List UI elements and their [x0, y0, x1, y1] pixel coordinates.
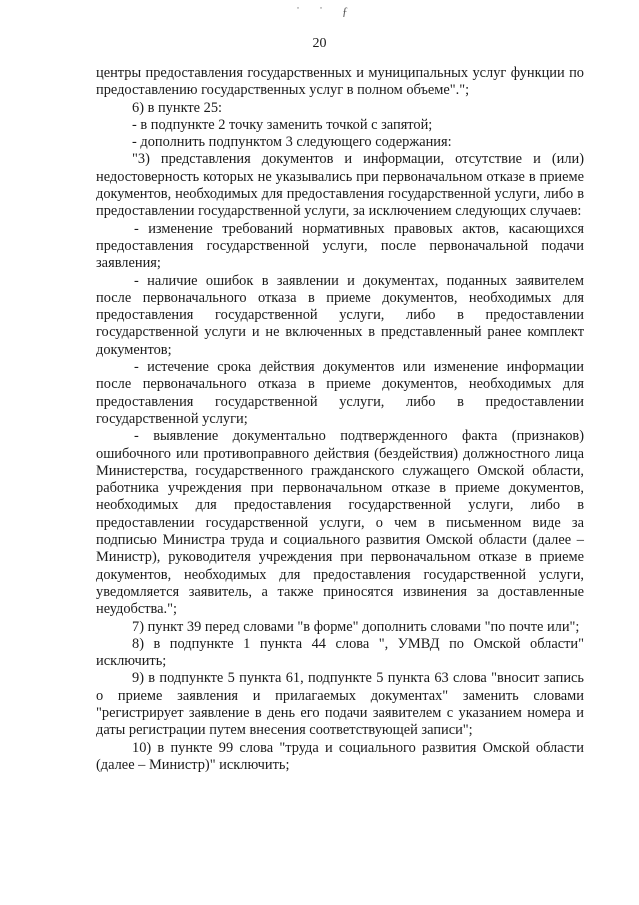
paragraph-subitem-3-intro: - дополнить подпунктом 3 следующего содержания: — [132, 134, 452, 151]
paragraph-item-7: 7) пункт 39 перед словами "в форме" дополнить словами "по почте или"; — [132, 618, 580, 635]
paragraph-case-2: - наличие ошибок в заявлении и документах, поданных заявителем после первоначального отказа в приеме документов, необходимых для предоставления государственной услуги, либо в предоставлении государственной услуги и не включенных в представленный ранее комплект документов; — [96, 272, 584, 358]
paragraph-item-8: 8) в подпункте 1 пункта 44 слова ", УМВД по Омской области" исключить; — [96, 635, 584, 670]
paragraph-item-10: 10) в пункте 99 слова "труда и социального развития Омской области (далее – Министр)" исключить; — [96, 739, 584, 773]
paragraph-case-3: - истечение срока действия документов или изменение информации после первоначального отказа в приеме документов, необходимых для предоставления государственной услуги, либо в предоставлении государственной услуги; — [96, 359, 584, 427]
paragraph-item-6: 6) в пункте 25: — [132, 99, 223, 116]
scan-marks: ˙ ˙ ƒ — [296, 4, 356, 18]
paragraph-case-4: - выявление документально подтвержденного факта (признаков) ошибочного или противоправного действия (бездействия) должностного лица Министерства, государственного гражданского служащего Омской области, работника учреждения при первоначальном отказе в приеме документов, необходимых для предоставления государственной услуги, либо в предоставлении государственной услуги, о чем в письменном виде за подписью Министра труда и социального развития Омской области (далее – Министр), руководителя учреждения при первоначальном отказе в приеме документов, необходимых для предоставления государственной услуги, уведомляется заявитель, а также приносятся извинения за доставленные неудобства."; — [96, 428, 584, 618]
paragraph-continuation: центры предоставления государственных и муниципальных услуг функции по предоставлению государственных услуг в полном объеме"."; — [96, 65, 584, 99]
page-number: 20 — [312, 36, 327, 51]
paragraph-quote-3: "3) представления документов и информации, отсутствие и (или) недостоверность которых не указывались при первоначальном отказе в приеме документов, необходимых для предоставления государственной услуги, либо в предоставлении государственной услуги, за исключением следующих случаев: — [96, 151, 584, 220]
paragraph-subitem-2: - в подпункте 2 точку заменить точкой с запятой; — [132, 116, 433, 133]
paragraph-case-1: - изменение требований нормативных правовых актов, касающихся предоставления государственной услуги, после первоначальной подачи заявления; — [96, 220, 584, 272]
document-body — [96, 65, 584, 774]
paragraph-item-9: 9) в подпункте 5 пункта 61, подпункте 5 пункта 63 слова "вносит запись о приеме заявления и прилагаемых документах" заменить словами "регистрирует заявление в день его подачи заявителем с указанием номера и даты регистрации путем внесения соответствующей записи"; — [96, 670, 584, 739]
